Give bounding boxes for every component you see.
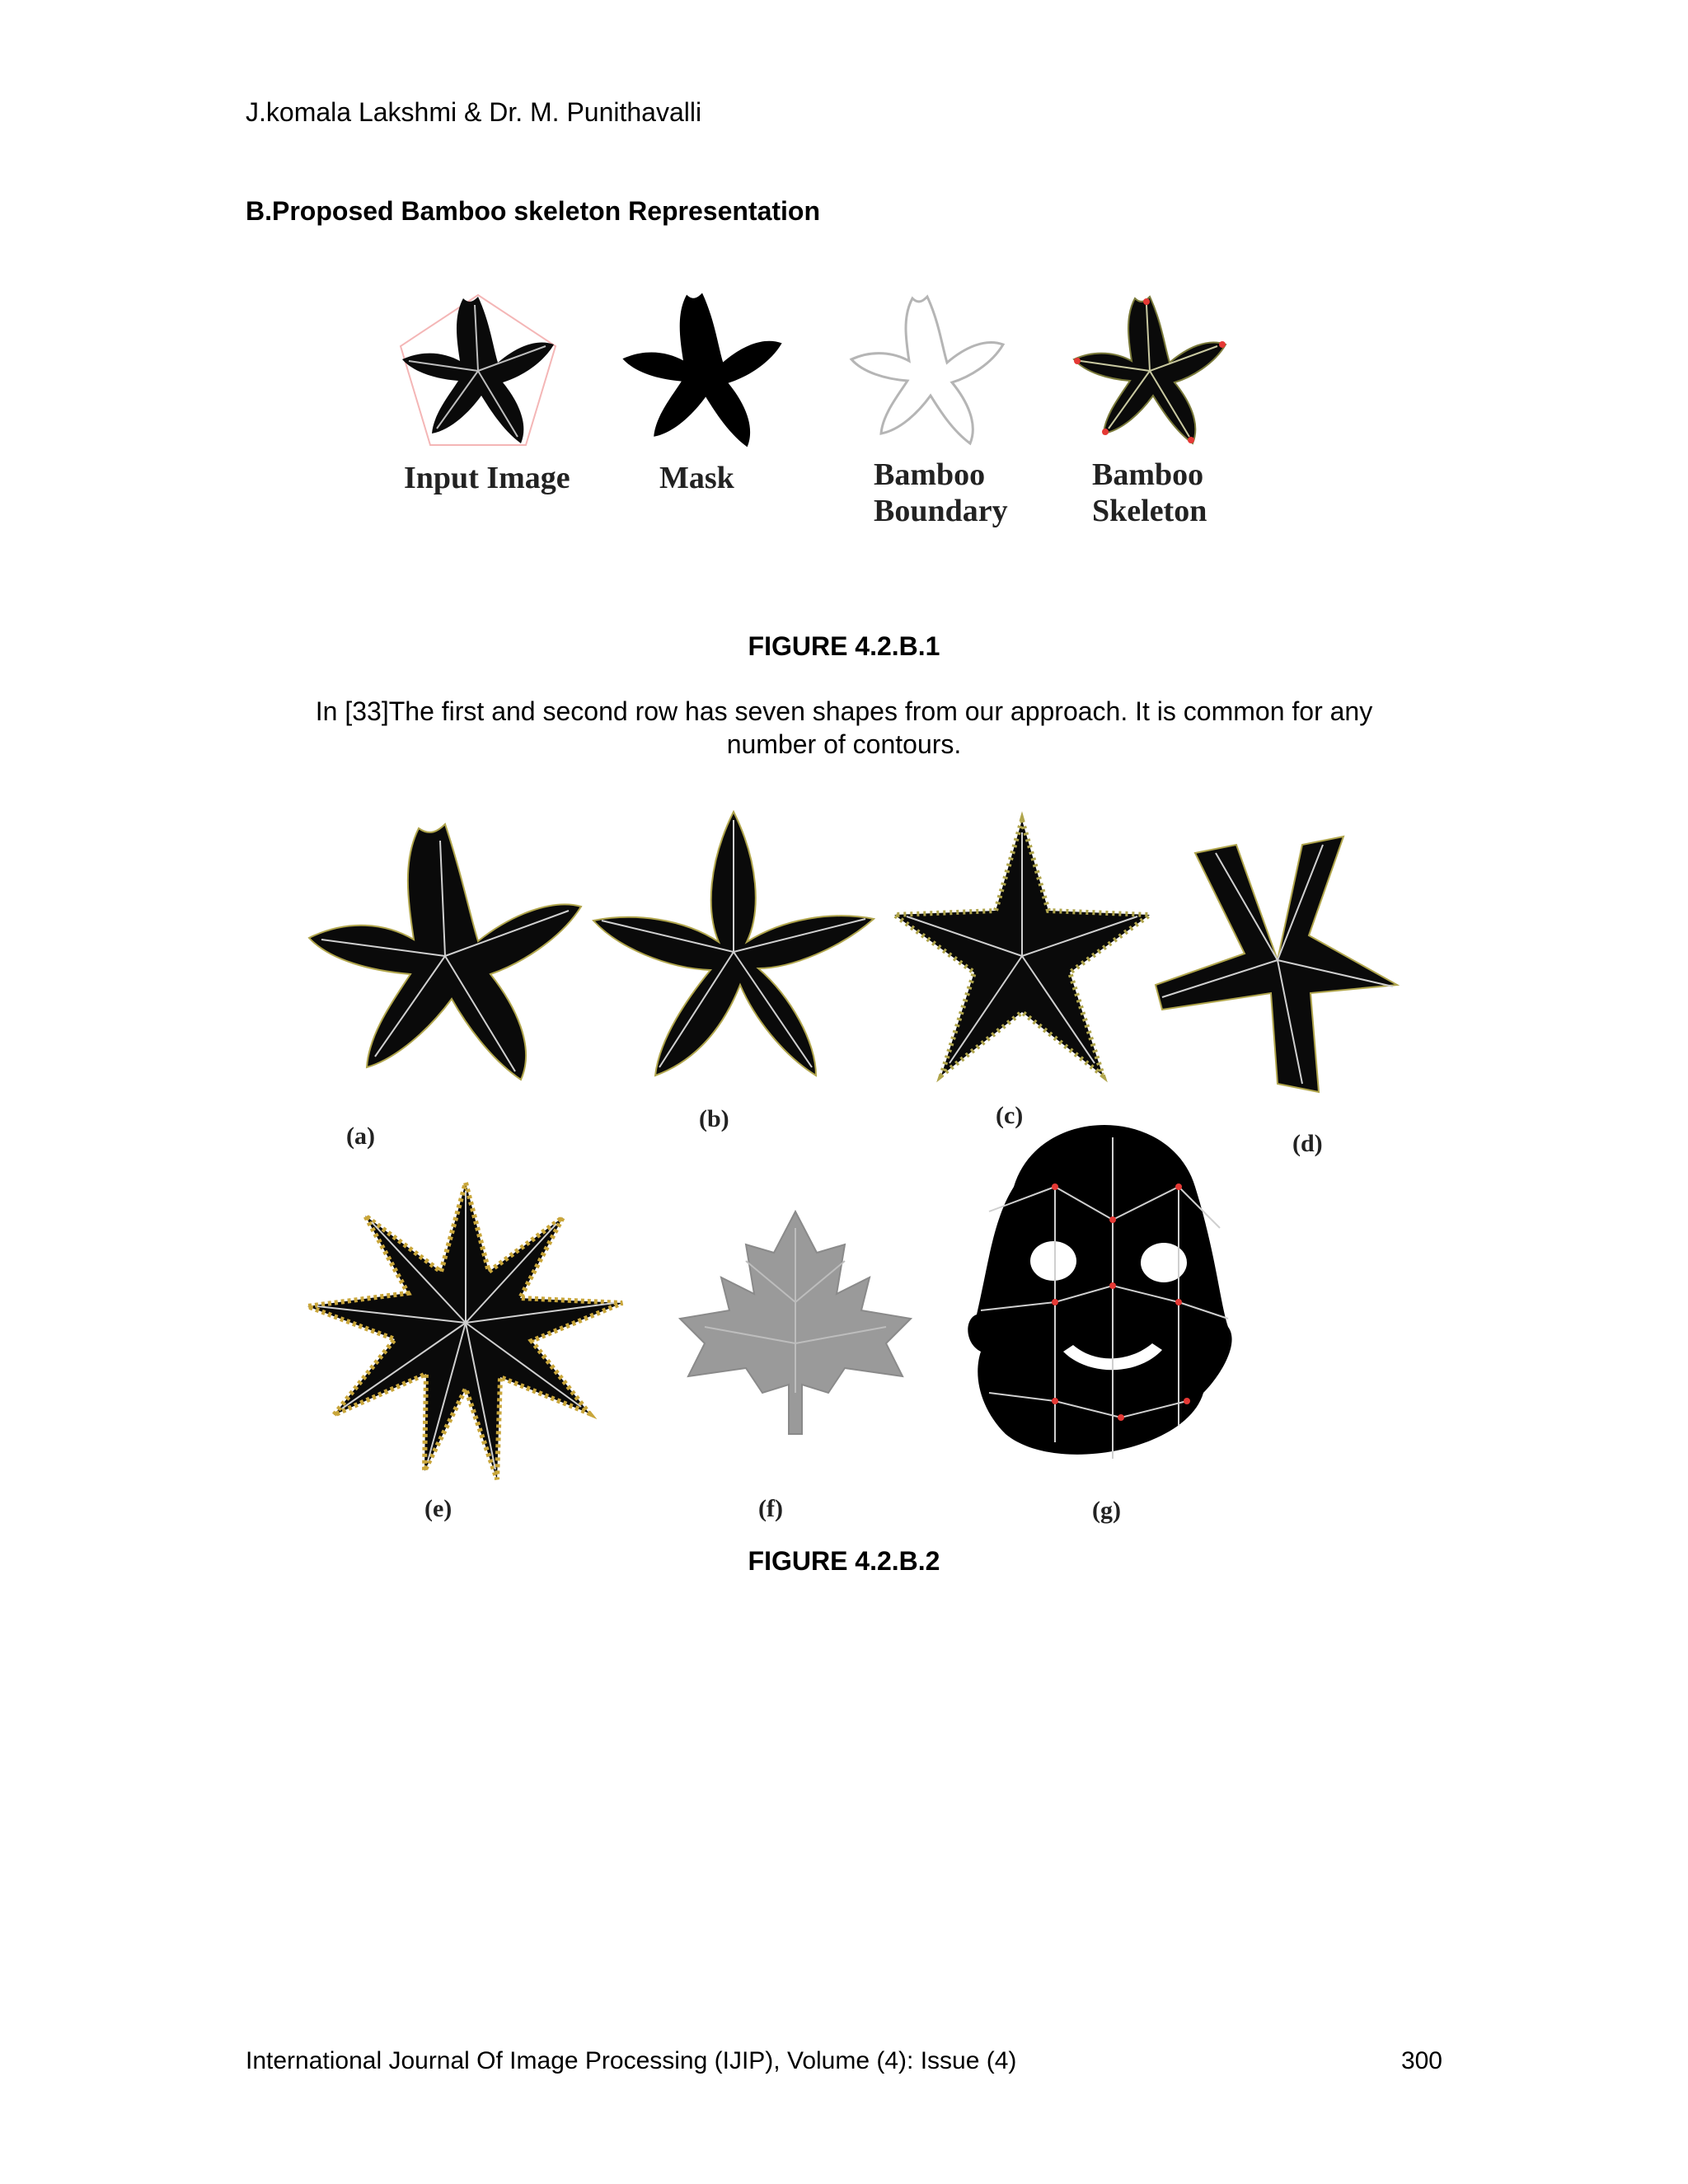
footer-journal: International Journal Of Image Processing (IJIP), Volume (4): Issue (4)	[246, 2047, 1017, 2074]
label-bamboo-boundary-1: Bamboo	[874, 457, 986, 492]
label-c: (c)	[996, 1102, 1024, 1129]
shape-c	[894, 820, 1150, 1076]
figure-2-caption: FIGURE 4.2.B.2	[748, 1546, 940, 1576]
bamboo-boundary-shape	[851, 297, 1003, 443]
shape-f	[680, 1212, 911, 1434]
shape-e	[307, 1183, 622, 1479]
input-image-shape	[401, 295, 556, 445]
label-g: (g)	[1092, 1497, 1121, 1524]
label-mask: Mask	[659, 461, 734, 495]
label-d: (d)	[1292, 1130, 1323, 1157]
figure-1-caption: FIGURE 4.2.B.1	[748, 631, 940, 661]
label-b: (b)	[699, 1105, 729, 1132]
label-bamboo-boundary-2: Boundary	[874, 494, 1008, 528]
paragraph-line-2: number of contours.	[726, 729, 962, 759]
running-header: J.komala Lakshmi & Dr. M. Punithavalli	[246, 97, 702, 127]
shape-d	[1156, 837, 1397, 1092]
figure-4-2-b-1	[379, 264, 1311, 544]
section-heading: B.Proposed Bamboo skeleton Representation	[246, 196, 821, 226]
label-bamboo-skeleton-1: Bamboo	[1092, 457, 1204, 492]
footer-page-number: 300	[1400, 2047, 1442, 2074]
mask-shape	[622, 293, 781, 448]
label-input-image: Input Image	[404, 461, 570, 495]
shape-b	[593, 812, 874, 1076]
label-e: (e)	[424, 1495, 452, 1522]
paragraph-line-1: In [33]The first and second row has seven shapes from our approach. It is common for any	[315, 696, 1373, 726]
label-f: (f)	[758, 1495, 783, 1522]
body-paragraph	[280, 695, 1408, 761]
figure-4-2-b-2	[297, 791, 1401, 1533]
shape-g	[968, 1125, 1231, 1459]
shape-a	[309, 824, 581, 1080]
label-bamboo-skeleton-2: Skeleton	[1092, 494, 1207, 528]
label-a: (a)	[346, 1122, 375, 1150]
bamboo-skeleton-shape	[1074, 297, 1226, 443]
